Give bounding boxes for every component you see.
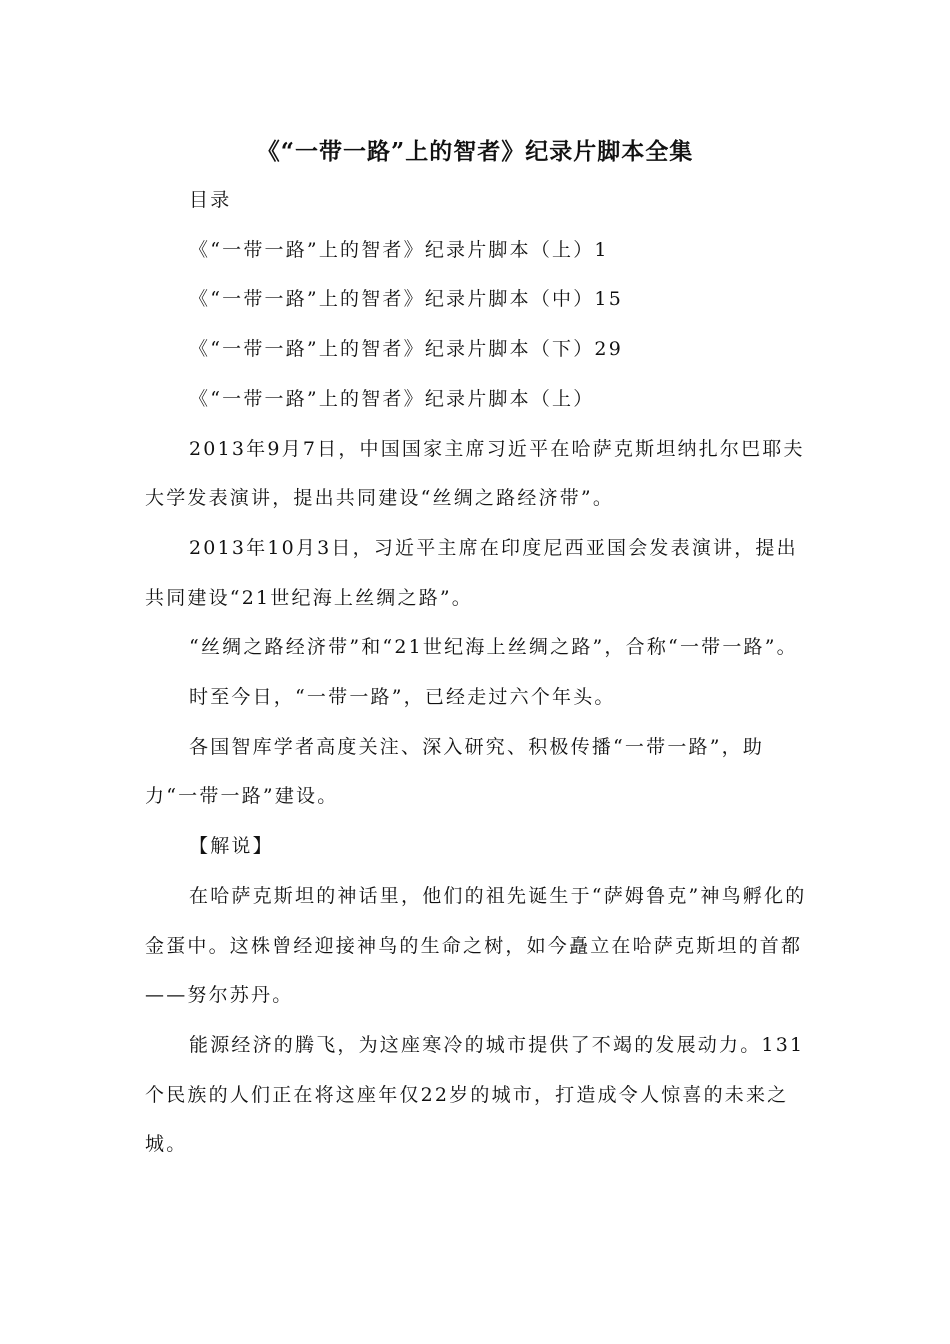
section-heading: 《“一带一路”上的智者》纪录片脚本（上） <box>189 387 595 410</box>
paragraph-5: 各国智库学者高度关注、深入研究、积极传播“一带一路”，助力“一带一路”建设。 <box>145 735 765 808</box>
paragraph-3: “丝绸之路经济带”和“21世纪海上丝绸之路”，合称“一带一路”。 <box>189 636 798 659</box>
toc-heading: 目录 <box>189 189 232 211</box>
toc-item-3[interactable]: 《“一带一路”上的智者》纪录片脚本（下）29 <box>189 338 624 361</box>
paragraph-1: 2013年9月7日，中国国家主席习近平在哈萨克斯坦纳扎尔巴耶夫大学发表演讲，提出共同建设“丝绸之路经济带”。 <box>145 437 805 510</box>
document-title: 《“一带一路”上的智者》纪录片脚本全集 <box>256 138 694 165</box>
paragraph-4: 时至今日，“一带一路”，已经走过六个年头。 <box>189 686 616 709</box>
toc-item-1[interactable]: 《“一带一路”上的智者》纪录片脚本（上）1 <box>189 238 609 261</box>
narration-paragraph-1: 在哈萨克斯坦的神话里，他们的祖先诞生于“萨姆鲁克”神鸟孵化的金蛋中。这株曾经迎接神鸟的生命之树，如今矗立在哈萨克斯坦的首都——努尔苏丹。 <box>145 884 807 1007</box>
narration-label: 【解说】 <box>189 835 274 858</box>
toc-item-2[interactable]: 《“一带一路”上的智者》纪录片脚本（中）15 <box>189 288 624 311</box>
document-body <box>145 176 810 1170</box>
narration-paragraph-2: 能源经济的腾飞，为这座寒冷的城市提供了不竭的发展动力。131个民族的人们正在将这座年仅22岁的城市，打造成令人惊喜的未来之城。 <box>145 1033 805 1156</box>
paragraph-2: 2013年10月3日，习近平主席在印度尼西亚国会发表演讲，提出共同建设“21世纪海上丝绸之路”。 <box>145 536 798 609</box>
